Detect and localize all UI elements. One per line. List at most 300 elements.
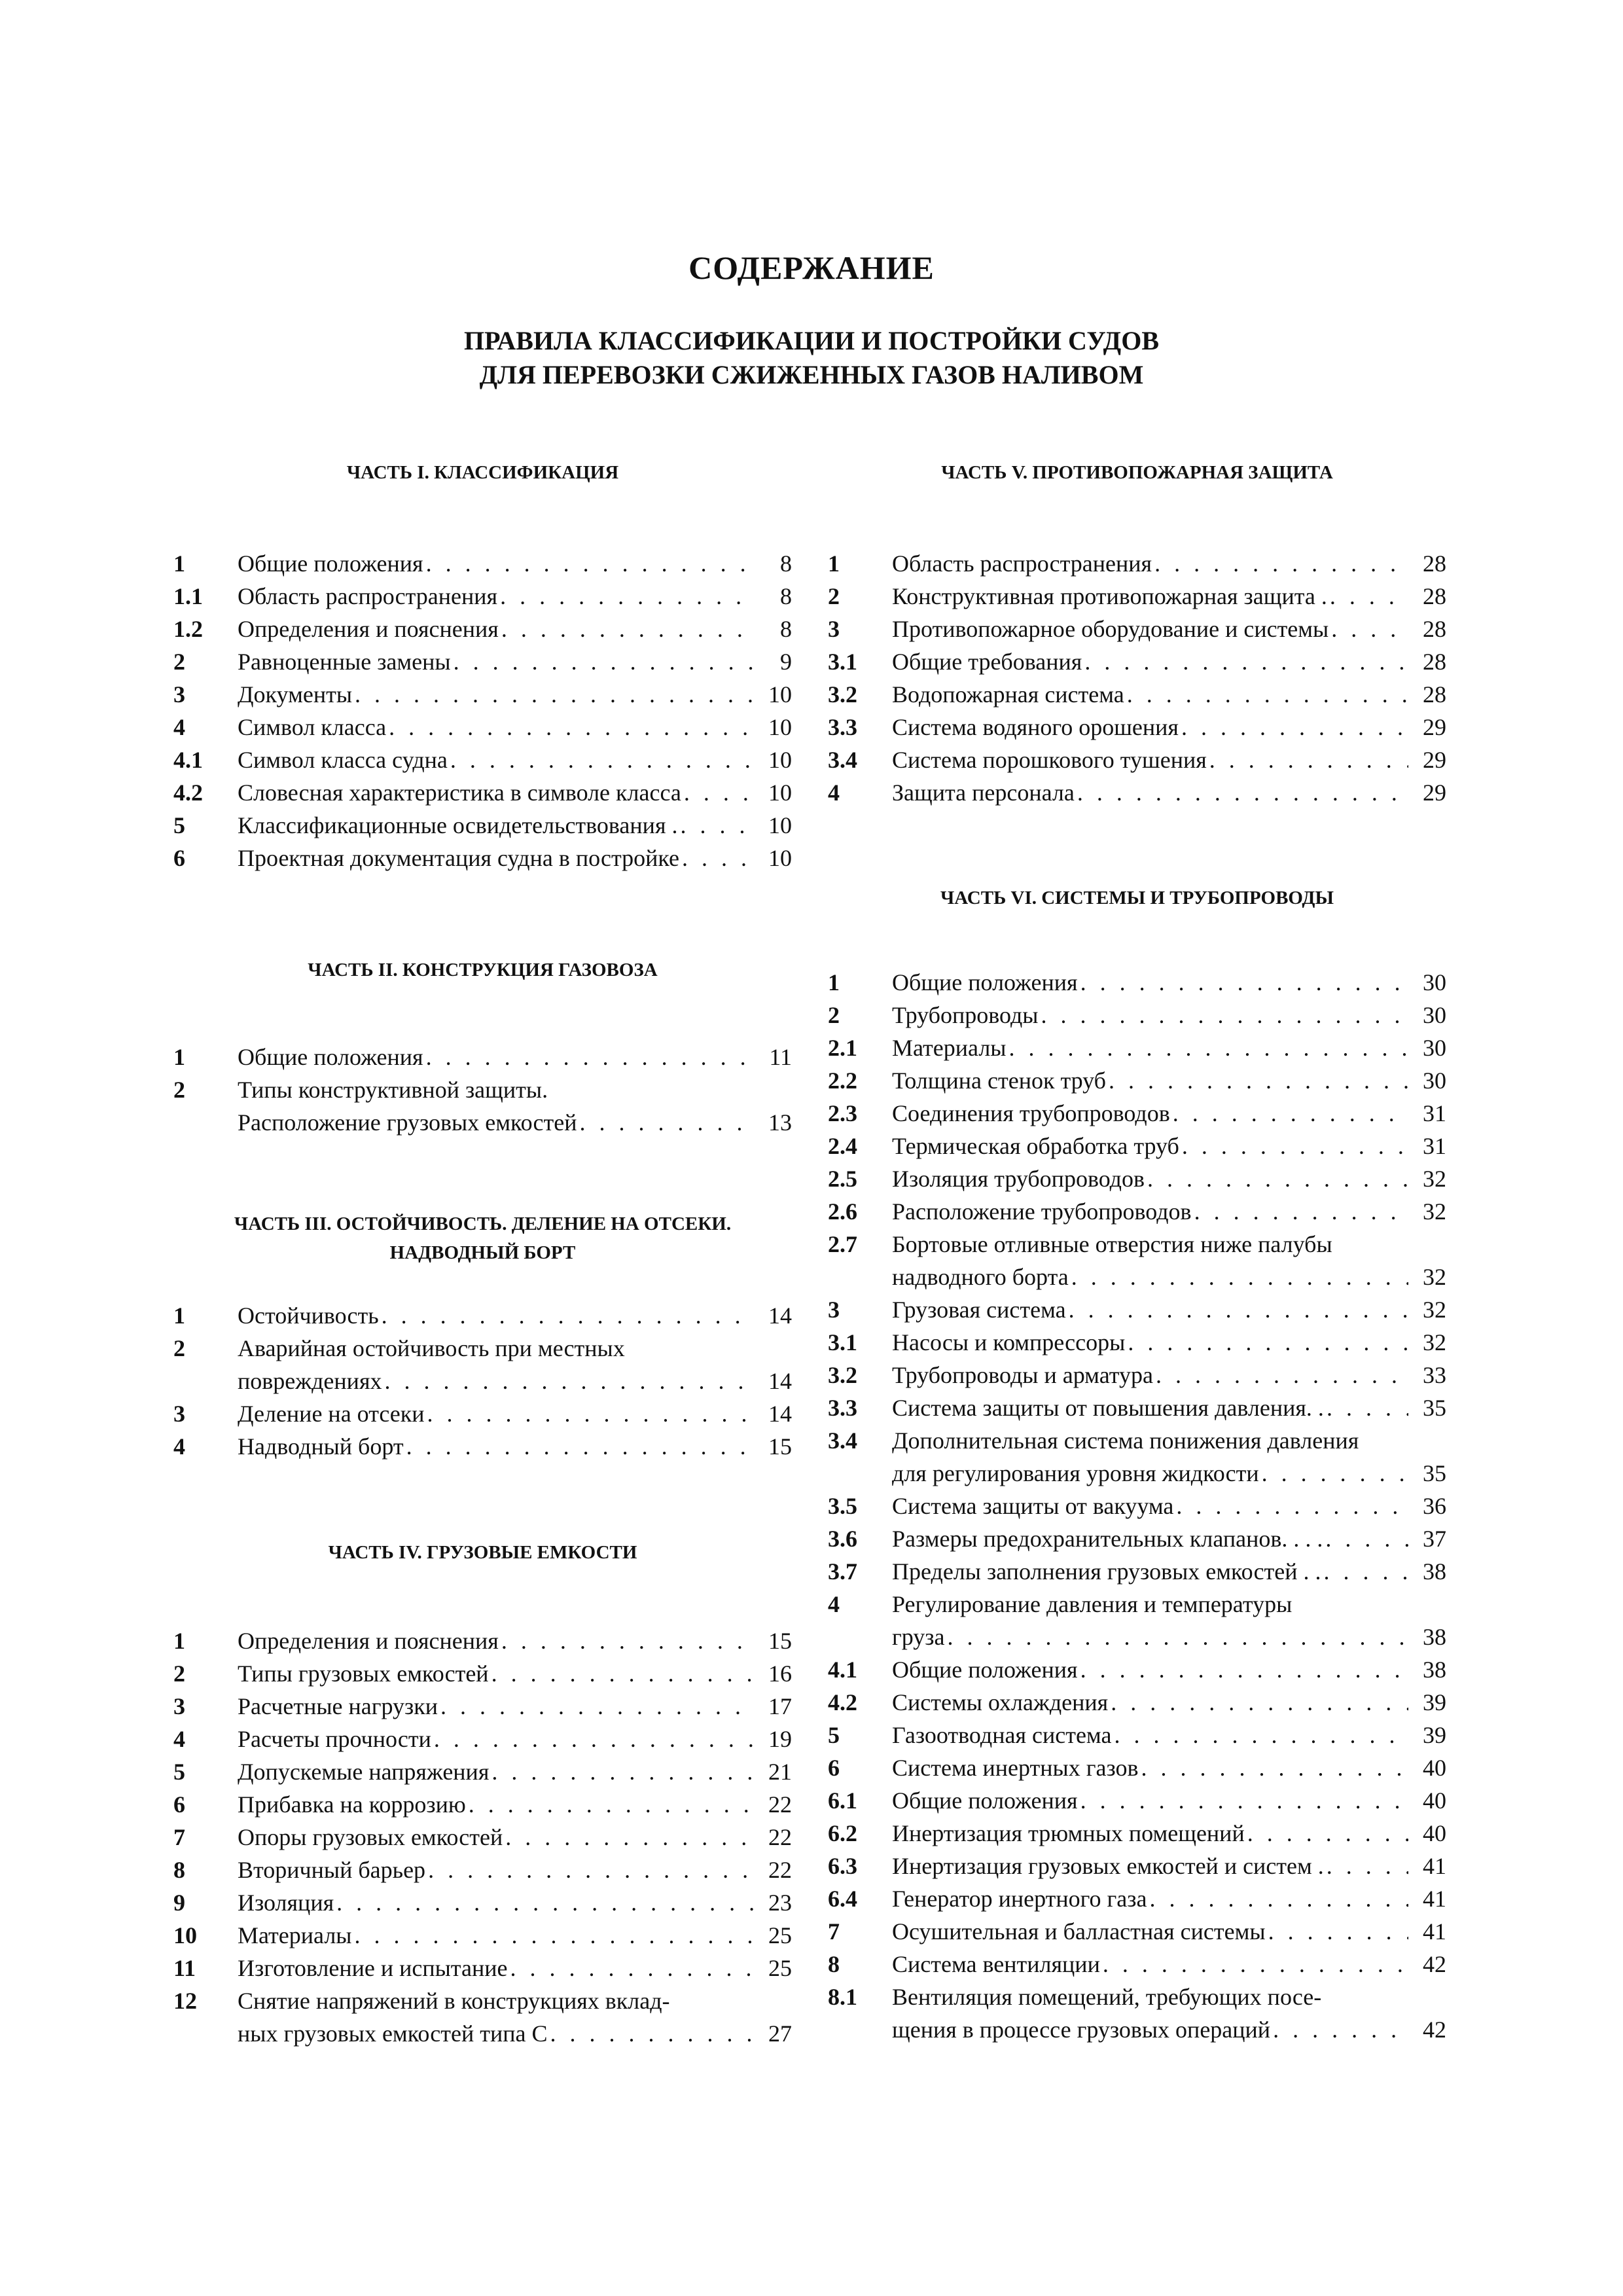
dot-leader [1038, 999, 1408, 1031]
toc-entry [173, 1041, 792, 1073]
dot-leader [431, 1723, 754, 1755]
toc-entry [173, 1430, 792, 1463]
entry-title: Допускемые напряжения [238, 1759, 490, 1785]
entry-page-number: 32 [1423, 1264, 1446, 1290]
entry-page-number: 14 [768, 1302, 792, 1329]
toc-entry [828, 1850, 1446, 1882]
toc-entry [828, 1261, 1446, 1293]
entry-number: 3.7 [828, 1558, 857, 1585]
entry-page-number: 25 [768, 1955, 792, 1981]
entry-page-number: 40 [1423, 1787, 1446, 1814]
entry-number: 3.2 [828, 1362, 857, 1388]
part-heading-line: ЧАСТЬ III. ОСТОЙЧИВОСТЬ. ДЕЛЕНИЕ НА ОТСЕКИ. [234, 1213, 732, 1234]
toc-entry [828, 1882, 1446, 1915]
entry-page-number: 14 [768, 1368, 792, 1394]
toc-list [173, 1299, 792, 1463]
entry-number: 12 [173, 1988, 197, 2014]
entry-title: Документы [238, 681, 353, 708]
toc-entry [173, 1821, 792, 1854]
toc-entry [828, 1621, 1446, 1653]
toc-entry [828, 1915, 1446, 1948]
entry-page-number: 16 [768, 1660, 792, 1687]
toc-entry [173, 1984, 792, 2017]
entry-page-number: 9 [780, 649, 792, 675]
entry-number: 2 [173, 1660, 185, 1687]
toc-entry [828, 1817, 1446, 1850]
dot-leader [423, 547, 754, 580]
dot-leader [681, 776, 754, 809]
entry-title: Деление на отсеки [238, 1401, 425, 1427]
entry-title: Материалы [892, 1035, 1007, 1061]
entry-title: Регулирование давления и температуры [892, 1591, 1293, 1617]
dot-leader [1078, 1653, 1408, 1686]
entry-number: 3.3 [828, 1395, 857, 1421]
entry-page-number: 38 [1423, 1558, 1446, 1585]
entry-page-number: 19 [768, 1726, 792, 1752]
entry-number: 2 [828, 1002, 840, 1028]
entry-number: 3 [173, 1401, 185, 1427]
dot-leader [1145, 1162, 1408, 1195]
entry-page-number: 42 [1423, 2017, 1446, 2043]
toc-entry [828, 2013, 1446, 2046]
entry-page-number: 41 [1423, 1886, 1446, 1912]
entry-title: Система порошкового тушения [892, 747, 1207, 773]
entry-title: Система защиты от вакуума [892, 1493, 1174, 1519]
entry-number: 8 [828, 1951, 840, 1977]
entry-title: Изготовление и испытание [238, 1955, 508, 1981]
dot-leader [1124, 678, 1408, 711]
part-heading: ЧАСТЬ V. ПРОТИВОПОЖАРНАЯ ЗАЩИТА [941, 462, 1333, 483]
entry-page-number: 30 [1423, 1002, 1446, 1028]
toc-entry [828, 966, 1446, 999]
entry-page-number: 32 [1423, 1198, 1446, 1225]
dot-leader [1170, 1097, 1408, 1130]
entry-page-number: 23 [768, 1890, 792, 1916]
part-heading [173, 1210, 792, 1267]
entry-number: 2 [173, 1077, 185, 1103]
dot-leader [1066, 1293, 1408, 1326]
dot-leader [1329, 613, 1408, 645]
entry-title: Проектная документация судна в постройке [238, 845, 679, 871]
entry-number: 2.3 [828, 1100, 857, 1126]
entry-title: Расположение грузовых емкостей [238, 1109, 577, 1136]
entry-number: 1.2 [173, 616, 203, 642]
toc-entry [828, 1031, 1446, 1064]
part-heading: ЧАСТЬ I. КЛАССИФИКАЦИЯ [346, 462, 619, 483]
toc-entry [173, 1755, 792, 1788]
entry-number: 2 [173, 1335, 185, 1361]
entry-number: 2 [173, 649, 185, 675]
toc-entry [828, 1948, 1446, 1981]
entry-number [828, 1261, 892, 1293]
entry-number: 6.3 [828, 1853, 857, 1879]
toc-entry [828, 1064, 1446, 1097]
entry-title: повреждениях [238, 1368, 382, 1394]
toc-entry [173, 1690, 792, 1723]
toc-entry [173, 744, 792, 776]
entry-number: 1.1 [173, 583, 203, 609]
dot-leader [679, 842, 754, 874]
entry-title: Опоры грузовых емкостей [238, 1824, 503, 1850]
entry-number: 1 [173, 1302, 185, 1329]
entry-page-number: 28 [1423, 583, 1446, 609]
toc-entry [828, 645, 1446, 678]
dot-leader [1153, 1359, 1408, 1391]
toc-entry [828, 1784, 1446, 1817]
entry-page-number: 28 [1423, 649, 1446, 675]
dot-leader [425, 1854, 754, 1886]
entry-page-number [754, 1332, 792, 1365]
dot-leader [499, 1624, 754, 1657]
page-subtitle [0, 324, 1623, 392]
entry-number: 5 [828, 1722, 840, 1748]
dot-leader [1006, 1031, 1408, 1064]
entry-page-number: 42 [1423, 1951, 1446, 1977]
dot-leader [448, 744, 754, 776]
entry-title: Типы грузовых емкостей [238, 1660, 489, 1687]
entry-page-number [754, 1073, 792, 1106]
entry-title: Защита персонала [892, 780, 1075, 806]
dot-leader [1078, 1784, 1408, 1817]
toc-list [828, 547, 1446, 809]
toc-entry [828, 711, 1446, 744]
entry-title: Аварийная остойчивость при местных [238, 1335, 625, 1361]
entry-number: 6 [828, 1755, 840, 1781]
toc-entry [828, 999, 1446, 1031]
toc-entry [828, 1130, 1446, 1162]
entry-title: Общие положения [238, 550, 423, 577]
dot-leader [1100, 1948, 1408, 1981]
toc-entry [173, 1624, 792, 1657]
entry-page-number: 40 [1423, 1755, 1446, 1781]
entry-title: Вентиляция помещений, требующих посе- [892, 1984, 1322, 2010]
toc-entry [828, 1097, 1446, 1130]
toc-entry [173, 2017, 792, 2050]
dot-leader [1245, 1817, 1408, 1850]
toc-entry [828, 1391, 1446, 1424]
toc-entry [173, 842, 792, 874]
subtitle-line-2: ДЛЯ ПЕРЕВОЗКИ СЖИЖЕННЫХ ГАЗОВ НАЛИВОМ [479, 360, 1144, 389]
entry-number: 4.2 [828, 1689, 857, 1715]
entry-title: Область распространения [892, 550, 1152, 577]
toc-entry [173, 1919, 792, 1952]
dot-leader [1173, 1490, 1408, 1522]
dot-leader [334, 1886, 754, 1919]
dot-leader [1323, 1522, 1408, 1555]
entry-title: Вторичный барьер [238, 1857, 426, 1883]
dot-leader [386, 711, 754, 744]
entry-number: 3.4 [828, 1427, 857, 1454]
dot-leader [451, 645, 754, 678]
entry-number: 3.1 [828, 1329, 857, 1355]
toc-entry [828, 1981, 1446, 2013]
entry-title: Остойчивость [238, 1302, 379, 1329]
entry-number: 4 [173, 714, 185, 740]
entry-title: Системы охлаждения [892, 1689, 1109, 1715]
entry-number [173, 1365, 238, 1397]
toc-entry [828, 1490, 1446, 1522]
entry-page-number: 31 [1423, 1133, 1446, 1159]
entry-title: Определения и пояснения [238, 1628, 499, 1654]
entry-number: 8 [173, 1857, 185, 1883]
entry-title: Система инертных газов [892, 1755, 1139, 1781]
entry-page-number: 38 [1423, 1624, 1446, 1650]
entry-page-number [1408, 1228, 1446, 1261]
entry-title: Словесная характеристика в символе класса [238, 780, 681, 806]
entry-page-number: 10 [768, 845, 792, 871]
entry-number: 3 [173, 1693, 185, 1719]
entry-number: 5 [173, 1759, 185, 1785]
dot-leader [1179, 711, 1408, 744]
toc-entry [173, 1788, 792, 1821]
entry-page-number: 8 [780, 550, 792, 577]
part-heading: ЧАСТЬ VI. СИСТЕМЫ И ТРУБОПРОВОДЫ [940, 888, 1334, 908]
entry-page-number: 28 [1423, 616, 1446, 642]
entry-page-number: 22 [768, 1824, 792, 1850]
entry-title: Символ класса [238, 714, 387, 740]
entry-number [828, 1457, 892, 1490]
dot-leader [1321, 1555, 1408, 1588]
toc-entry [828, 776, 1446, 809]
dot-leader [1327, 580, 1408, 613]
entry-number: 3.5 [828, 1493, 857, 1519]
entry-number: 3 [173, 681, 185, 708]
entry-number: 4.1 [173, 747, 203, 773]
dot-leader [945, 1621, 1409, 1653]
entry-number: 4 [828, 780, 840, 806]
entry-number: 2.7 [828, 1231, 857, 1257]
dot-leader [1106, 1064, 1408, 1097]
entry-number [173, 2017, 238, 2050]
toc-entry [828, 1424, 1446, 1457]
entry-title: надводного борта [892, 1264, 1069, 1290]
entry-title: Инертизация трюмных помещений [892, 1820, 1245, 1846]
entry-number: 2.1 [828, 1035, 857, 1061]
toc-entry [828, 1457, 1446, 1490]
entry-page-number: 32 [1423, 1166, 1446, 1192]
dot-leader [1324, 1850, 1408, 1882]
entry-number [828, 1621, 892, 1653]
entry-page-number: 14 [768, 1401, 792, 1427]
dot-leader [1147, 1882, 1408, 1915]
toc-entry [173, 1723, 792, 1755]
entry-title: Термическая обработка труб [892, 1133, 1179, 1159]
toc-entry [828, 1751, 1446, 1784]
entry-title: Общие требования [892, 649, 1082, 675]
dot-leader [503, 1821, 754, 1854]
toc-entry [828, 613, 1446, 645]
dot-leader [489, 1657, 754, 1690]
entry-number: 1 [828, 550, 840, 577]
page-title: СОДЕРЖАНИЕ [688, 249, 935, 286]
entry-number: 3.2 [828, 681, 857, 708]
entry-page-number [1408, 1588, 1446, 1621]
toc-entry [828, 1228, 1446, 1261]
entry-page-number: 8 [780, 583, 792, 609]
entry-title: груза [892, 1624, 945, 1650]
entry-title: Трубопроводы [892, 1002, 1039, 1028]
dot-leader [1111, 1719, 1408, 1751]
entry-title: Пределы заполнения грузовых емкостей . . [892, 1558, 1321, 1585]
toc-entry [828, 678, 1446, 711]
toc-entry [173, 776, 792, 809]
entry-page-number: 33 [1423, 1362, 1446, 1388]
dot-leader [1108, 1686, 1408, 1719]
entry-title: Размеры предохранительных клапанов. . . . [892, 1526, 1323, 1552]
entry-title: Грузовая система [892, 1297, 1066, 1323]
dot-leader [1152, 547, 1408, 580]
dot-leader [1207, 744, 1408, 776]
dot-leader [489, 1755, 754, 1788]
toc-entry [828, 547, 1446, 580]
entry-number: 2.2 [828, 1067, 857, 1094]
entry-title: ных грузовых емкостей типа С [238, 2020, 548, 2047]
dot-leader [1266, 1915, 1408, 1948]
part-heading: ЧАСТЬ IV. ГРУЗОВЫЕ ЕМКОСТИ [328, 1542, 637, 1563]
entry-page-number: 37 [1423, 1526, 1446, 1552]
toc-entry [828, 1653, 1446, 1686]
dot-leader [1179, 1130, 1408, 1162]
toc-entry [173, 1952, 792, 1984]
toc-entry [173, 547, 792, 580]
entry-page-number: 31 [1423, 1100, 1446, 1126]
entry-page-number: 10 [768, 780, 792, 806]
toc-list [173, 1041, 792, 1139]
toc-entry [173, 645, 792, 678]
entry-title: Изоляция трубопроводов [892, 1166, 1145, 1192]
entry-title: Определения и пояснения [238, 616, 499, 642]
toc-entry [828, 1326, 1446, 1359]
toc-entry [828, 1359, 1446, 1391]
toc-entry [173, 678, 792, 711]
entry-number: 1 [173, 1628, 185, 1654]
toc-entry [173, 809, 792, 842]
toc-entry [173, 1657, 792, 1690]
entry-number: 3.4 [828, 747, 857, 773]
entry-page-number: 29 [1423, 747, 1446, 773]
entry-page-number: 17 [768, 1693, 792, 1719]
entry-title: Водопожарная система [892, 681, 1124, 708]
entry-number: 2 [828, 583, 840, 609]
entry-title: Общие положения [892, 1787, 1078, 1814]
entry-number: 3.3 [828, 714, 857, 740]
entry-page-number: 32 [1423, 1297, 1446, 1323]
dot-leader [351, 1919, 754, 1952]
entry-number: 3 [828, 1297, 840, 1323]
entry-title: Газоотводная система [892, 1722, 1112, 1748]
toc-entry [173, 1886, 792, 1919]
dot-leader [1138, 1751, 1408, 1784]
entry-title: Противопожарное оборудование и системы [892, 616, 1329, 642]
entry-page-number [1408, 1981, 1446, 2013]
entry-page-number: 10 [768, 812, 792, 838]
entry-title: Прибавка на коррозию [238, 1791, 466, 1818]
entry-page-number: 15 [768, 1628, 792, 1654]
entry-title: Классификационные освидетельствования . [238, 812, 678, 838]
toc-entry [173, 1299, 792, 1332]
entry-title: Общие положения [892, 1657, 1078, 1683]
entry-number: 2.5 [828, 1166, 857, 1192]
toc-entry [828, 1162, 1446, 1195]
entry-page-number: 35 [1423, 1395, 1446, 1421]
dot-leader [1082, 645, 1408, 678]
entry-number [173, 1106, 238, 1139]
entry-title: Символ класса судна [238, 747, 448, 773]
entry-page-number: 29 [1423, 714, 1446, 740]
entry-title: Осушительная и балластная системы [892, 1918, 1266, 1945]
dot-leader [404, 1430, 754, 1463]
entry-title: Система защиты от повышения давления. . [892, 1395, 1324, 1421]
dot-leader [425, 1397, 754, 1430]
entry-page-number: 8 [780, 616, 792, 642]
entry-page-number: 30 [1423, 969, 1446, 996]
toc-entry [828, 744, 1446, 776]
dot-leader [547, 2017, 754, 2050]
subtitle-line-1: ПРАВИЛА КЛАССИФИКАЦИИ И ПОСТРОЙКИ СУДОВ [463, 326, 1159, 355]
entry-page-number: 38 [1423, 1657, 1446, 1683]
entry-number: 3.6 [828, 1526, 857, 1552]
entry-number: 1 [173, 550, 185, 577]
part-heading: ЧАСТЬ II. КОНСТРУКЦИЯ ГАЗОВОЗА [308, 960, 658, 980]
entry-page-number: 41 [1423, 1853, 1446, 1879]
entry-number: 2.4 [828, 1133, 857, 1159]
entry-number: 11 [173, 1955, 196, 1981]
entry-number: 4.1 [828, 1657, 857, 1683]
entry-number: 6.4 [828, 1886, 857, 1912]
dot-leader [438, 1690, 754, 1723]
toc-entry [828, 1719, 1446, 1751]
entry-number: 9 [173, 1890, 185, 1916]
entry-title: Дополнительная система понижения давления [892, 1427, 1359, 1454]
dot-leader [1192, 1195, 1408, 1228]
toc-entry [828, 1195, 1446, 1228]
toc-entry [173, 580, 792, 613]
entry-page-number: 36 [1423, 1493, 1446, 1519]
entry-page-number: 41 [1423, 1918, 1446, 1945]
dot-leader [499, 613, 754, 645]
entry-page-number [1408, 1424, 1446, 1457]
part-heading-line: НАДВОДНЫЙ БОРТ [389, 1242, 576, 1263]
entry-number: 2.6 [828, 1198, 857, 1225]
dot-leader [1125, 1326, 1408, 1359]
entry-title: Толщина стенок труб [892, 1067, 1106, 1094]
entry-number: 4 [828, 1591, 840, 1617]
entry-number: 1 [173, 1044, 185, 1070]
toc-entry [828, 1588, 1446, 1621]
dot-leader [1078, 966, 1408, 999]
entry-page-number: 10 [768, 681, 792, 708]
toc-entry [173, 1397, 792, 1430]
entry-title: Система вентиляции [892, 1951, 1100, 1977]
entry-number: 8.1 [828, 1984, 857, 2010]
entry-title: Надводный борт [238, 1433, 404, 1460]
toc-entry [173, 1106, 792, 1139]
toc-entry [828, 1522, 1446, 1555]
entry-title: Расчетные нагрузки [238, 1693, 438, 1719]
entry-number: 3 [828, 616, 840, 642]
dot-leader [379, 1299, 754, 1332]
dot-leader [1075, 776, 1408, 809]
entry-title: Насосы и компрессоры [892, 1329, 1126, 1355]
dot-leader [1069, 1261, 1408, 1293]
dot-leader [1324, 1391, 1408, 1424]
dot-leader [466, 1788, 754, 1821]
entry-page-number: 32 [1423, 1329, 1446, 1355]
entry-page-number: 10 [768, 714, 792, 740]
entry-title: Типы конструктивной защиты. [238, 1077, 548, 1103]
dot-leader [497, 580, 754, 613]
entry-number: 4 [173, 1433, 185, 1460]
